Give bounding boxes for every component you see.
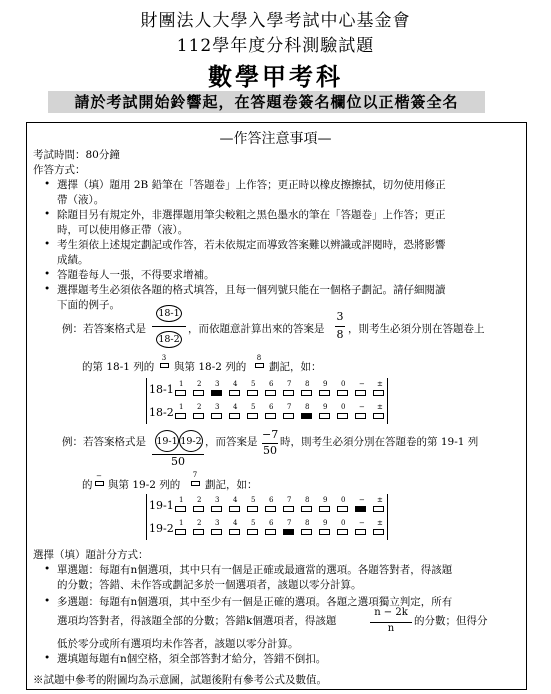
bubble-empty [283,413,294,419]
example2-line2a: 的 [82,479,93,491]
bubble-cell [244,520,264,538]
scoring-multi-line-1: 多選題：每題有n個選項，其中至少有一個是正確的選項。各題之選項獨立判定，所有 [57,596,453,608]
bubble-empty [283,506,294,512]
bubble-cell [262,381,282,399]
bubble-symbol: 9 [323,496,328,504]
scoring-single-line-1: 單選題：每題有n個選項，其中只有一個是正確或最適當的選項。各題答對者，得該題 [57,564,453,576]
bubble-row [146,378,388,400]
example2-answer-numerator: −7 [262,428,279,441]
bubble-empty [175,390,186,396]
bubble-symbol: 6 [269,519,274,527]
example2-mini1-label: − [96,472,102,480]
bubble-symbol: 5 [251,519,256,527]
bubble-cell [208,497,228,515]
bubble-cell [298,404,318,422]
bubble-cell [190,404,210,422]
bubble-cell [208,381,228,399]
bubble-empty [229,390,240,396]
bubble-empty [355,529,366,535]
bubble-empty [265,390,276,396]
scoring-multi-line-2b: 的分數；但得分 [414,615,488,627]
example2-mini2-label: 7 [192,471,198,479]
bubble-cell [370,381,390,399]
bubble-cell [280,381,300,399]
notice-item-1-line-1: 選擇（填）題用 2B 鉛筆在「答題卷」上作答；更正時以橡皮擦擦拭，切勿使用修正 [57,179,446,191]
bullet-icon: • [44,208,51,220]
bubble-row-label: 18-2 [149,406,174,419]
example1-mid: ，而依題意計算出來的答案是 [188,323,325,335]
foundation-title: 財團法人大學入學考試中心基金會 [140,11,411,31]
bubble-symbol: 0 [341,496,346,504]
bubble-cell [334,520,354,538]
bubble-symbol: 4 [233,380,238,388]
example1-format-bottom: 18-2 [156,331,182,348]
footer-note: ※試題中參考的附圖均為示意圖，試題後附有參考公式及數值。 [33,674,327,686]
bubble-empty [265,529,276,535]
example2-format-bottom: 50 [171,455,185,468]
bubble-empty [265,413,276,419]
scoring-multi-line-2a: 選項均答對者，得該題全部的分數；答錯k個選項者，得該題 [57,615,337,627]
bubble-filled [355,506,366,512]
bubble-row [146,517,388,539]
bubble-symbol: 1 [179,496,184,504]
example2-line2c: 劃記，如： [205,479,258,491]
example2-format-top1: 19-1 [155,430,179,452]
bubble-cell [172,381,192,399]
scoring-multi-numerator: n − 2k [374,607,408,618]
bubble-symbol: 8 [305,380,310,388]
bubble-empty [229,506,240,512]
bubble-symbol: 5 [251,380,256,388]
bubble-symbol: 2 [197,496,202,504]
bubble-symbol: 3 [215,380,220,388]
notice-title: —作答注意事項— [219,131,332,147]
bubble-cell [262,497,282,515]
bubble-cell [190,497,210,515]
bubble-empty [355,390,366,396]
example2-mid: ，而答案是 [205,436,258,448]
bubble-symbol: 1 [179,380,184,388]
example2-answer-denominator: 50 [263,444,277,457]
bubble-empty [373,413,384,419]
bubble-empty [193,529,204,535]
bubble-cell [370,497,390,515]
example1-mini2-bubble [255,363,264,368]
bubble-cell [370,520,390,538]
bubble-cell [172,497,192,515]
bubble-cell [262,520,282,538]
bullet-icon: • [44,238,51,250]
bubble-empty [319,529,330,535]
bubble-cell [334,404,354,422]
bubble-cell [280,497,300,515]
bubble-symbol: 3 [215,496,220,504]
example1-line2a: 的第 18-1 列的 [82,361,155,373]
bubble-symbol: 7 [287,403,292,411]
scoring-multi-denominator: n [387,623,395,634]
bubble-symbol: − [359,380,365,388]
bubble-symbol: 8 [305,519,310,527]
bubble-symbol: 0 [341,519,346,527]
bubble-empty [247,529,258,535]
bubble-cell [226,404,246,422]
example1-format-top: 18-1 [156,305,182,322]
bubble-empty [247,413,258,419]
bubble-empty [337,413,348,419]
bubble-symbol: − [359,519,365,527]
bubble-cell [226,381,246,399]
bubble-empty [301,529,312,535]
bubble-empty [247,390,258,396]
subject-title: 數學甲考科 [208,62,343,91]
bubble-cell [334,381,354,399]
bubble-symbol: 3 [215,519,220,527]
bubble-empty [373,390,384,396]
bubble-symbol: 3 [215,403,220,411]
bubble-symbol: 9 [323,403,328,411]
example1-mini1-label: 3 [161,354,167,362]
bubble-symbol: 4 [233,519,238,527]
notice-item-2-line-1: 除題目另有規定外，非選擇題用筆尖較粗之黑色墨水的筆在「答題卷」上作答；更正 [57,209,446,221]
bubble-cell [316,381,336,399]
bubble-symbol: 2 [197,380,202,388]
bubble-symbol: 7 [287,496,292,504]
bubble-cell [244,497,264,515]
example1-suffix: ，則考生必須分別在答題卷上 [348,323,485,335]
bubble-empty [373,506,384,512]
bubble-empty [319,413,330,419]
signature-banner: 請於考試開始鈴響起，在答題卷簽名欄位以正楷簽全名 [48,91,485,113]
bubble-empty [193,413,204,419]
bubble-cell [316,497,336,515]
bubble-row-label: 19-1 [149,499,174,512]
example2-prefix: 例：若答案格式是 [62,436,146,448]
bubble-empty [211,413,222,419]
bubble-symbol: 2 [197,403,202,411]
bubble-cell [298,497,318,515]
bubble-cell [226,520,246,538]
bubble-cell [208,520,228,538]
bubble-empty [265,506,276,512]
bubble-filled [283,529,294,535]
example1-answer-denominator: 8 [336,328,344,341]
bubble-cell [352,404,372,422]
bubble-symbol: 4 [233,403,238,411]
example2-format-top2: 19-2 [179,430,203,452]
bubble-empty [337,529,348,535]
notice-item-4: 答題卷每人一張，不得要求增補。 [57,269,215,281]
bubble-symbol: ± [377,403,383,411]
bubble-empty [301,390,312,396]
bubble-symbol: ± [377,380,383,388]
bubble-symbol: 6 [269,403,274,411]
bubble-symbol: ± [377,519,383,527]
bubble-symbol: 1 [179,519,184,527]
notice-item-5-line-1: 選擇題考生必須依各題的格式填答，且每一個列號只能在一個格子劃記。請仔細閱讀 [57,284,446,296]
example1-bubble-grid [146,378,388,424]
notice-item-2-line-2: 時，可以使用修正帶（液）。 [57,224,189,236]
bubble-cell [226,497,246,515]
bubble-cell [298,381,318,399]
bubble-symbol: ± [377,496,383,504]
bubble-symbol: 0 [341,403,346,411]
bubble-cell [262,404,282,422]
bubble-row [146,494,388,516]
notice-item-5-line-2: 下面的例子。 [57,299,120,311]
bubble-empty [175,529,186,535]
bubble-symbol: 6 [269,496,274,504]
bubble-cell [370,404,390,422]
example1-line2c: 劃記，如： [269,361,322,373]
bubble-filled [211,390,222,396]
bubble-cell [316,404,336,422]
bubble-symbol: 9 [323,380,328,388]
bubble-empty [175,413,186,419]
scoring-multi-line-3: 低於零分或所有選項均未作答者，該題以零分計算。 [57,638,299,650]
bubble-cell [190,381,210,399]
bubble-cell [244,404,264,422]
example1-prefix: 例：若答案格式是 [62,323,146,335]
example2-line2b: 與第 19-2 列的 [108,479,181,491]
bubble-cell [298,520,318,538]
bubble-row [146,401,388,423]
bullet-icon: • [44,652,51,664]
bubble-cell [352,497,372,515]
bubble-symbol: 0 [341,380,346,388]
bubble-cell [352,520,372,538]
bubble-row-label: 18-1 [149,383,174,396]
bubble-empty [193,390,204,396]
notice-item-3-line-1: 考生須依上述規定劃記或作答，若未依規定而導致答案難以辨識或評閱時，恐將影響 [57,239,446,251]
example2-suffix: 時，則考生必須分別在答題卷的第 19-1 列 [280,436,479,448]
bubble-symbol: 9 [323,519,328,527]
bubble-symbol: − [359,403,365,411]
bubble-cell [172,404,192,422]
bubble-cell [280,404,300,422]
bubble-symbol: 2 [197,519,202,527]
bullet-icon: • [44,268,51,280]
example1-answer-numerator: 3 [336,310,344,323]
example1-line2b: 與第 18-2 列的 [174,361,247,373]
scoring-heading: 選擇（填）題計分方式： [33,549,149,561]
example2-mini2-bubble [191,481,200,486]
exam-title: 112學年度分科測驗試題 [176,36,375,56]
bubble-empty [193,506,204,512]
bubble-row-label: 19-2 [149,522,174,535]
example1-mini2-label: 8 [256,354,262,362]
bubble-symbol: 5 [251,403,256,411]
bubble-empty [247,506,258,512]
bubble-symbol: 8 [305,496,310,504]
notice-item-1-line-2: 帶（液）。 [57,194,105,206]
bubble-empty [211,506,222,512]
bubble-symbol: 7 [287,380,292,388]
example1-format-bar [152,326,186,327]
bubble-symbol: 1 [179,403,184,411]
bullet-icon: • [44,283,51,295]
bullet-icon: • [44,563,51,575]
bubble-empty [283,390,294,396]
bullet-icon: • [44,595,51,607]
scoring-single-line-2: 的分數；答錯、未作答或劃記多於一個選項者，該題以零分計算。 [57,579,362,591]
exam-time: 考試時間：80分鐘 [33,149,120,161]
bubble-cell [208,404,228,422]
bubble-cell [352,381,372,399]
bubble-symbol: 4 [233,496,238,504]
bubble-empty [319,390,330,396]
bubble-cell [280,520,300,538]
bubble-cell [244,381,264,399]
bubble-empty [319,506,330,512]
bubble-cell [172,520,192,538]
example2-bubble-grid [146,494,388,540]
bubble-cell [334,497,354,515]
method-heading: 作答方式： [33,164,86,176]
bubble-empty [355,413,366,419]
bubble-cell [190,520,210,538]
bubble-filled [301,413,312,419]
bubble-empty [229,529,240,535]
bubble-empty [337,506,348,512]
bubble-symbol: 6 [269,380,274,388]
scoring-fill: 選填題每題有n個空格，須全部答對才給分，答錯不倒扣。 [57,653,327,665]
bubble-symbol: 8 [305,403,310,411]
bubble-empty [373,529,384,535]
bubble-empty [229,413,240,419]
bubble-symbol: − [359,496,365,504]
bubble-empty [211,529,222,535]
bullet-icon: • [44,178,51,190]
notice-item-3-line-2: 成績。 [57,254,89,266]
example1-answer-bar [335,326,345,327]
bubble-empty [175,506,186,512]
bubble-symbol: 7 [287,519,292,527]
bubble-symbol: 5 [251,496,256,504]
example1-mini1-bubble [160,363,169,368]
bubble-empty [301,506,312,512]
bubble-empty [337,390,348,396]
example2-mini1-bubble [95,481,104,486]
bubble-cell [316,520,336,538]
